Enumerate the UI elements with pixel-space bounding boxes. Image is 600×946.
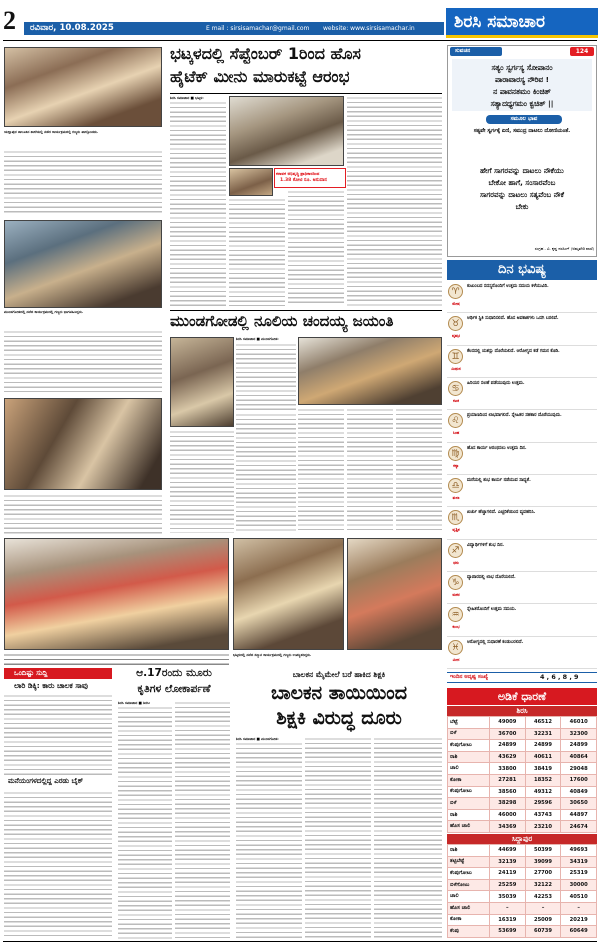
- rates-value: 49693: [561, 845, 597, 857]
- horoscope-item: [447, 638, 597, 669]
- lucky-number-label: ಇಂದಿನ ಅದೃಷ್ಟ ಸಂಖ್ಯೆ: [450, 674, 488, 680]
- zodiac-text: ಪ್ರಯಾಣದಿಂದ ಲಾಭವಾಗಲಿದೆ. ಸ್ನೇಹಿತರ ಸಹಕಾರ ದೊರೆಯುವುದು.: [467, 413, 562, 419]
- rates-row: [448, 821, 597, 833]
- rates-variety: ಚಾಲಿ: [448, 891, 490, 903]
- rates-variety: ತಟ್ಟಿಬೆಟ್ಟೆ: [448, 856, 490, 868]
- lead-highlight-line-1: ಕರಾವಳಿ ಅಭಿವೃದ್ಧಿ ಪ್ರಾಧಿಕಾರದಿಂದ: [276, 171, 320, 176]
- rates-row: [448, 717, 597, 729]
- brief-body-2: [4, 791, 112, 939]
- quote-line-3: ನ ಪಾವನತಮಂ ಕಿಂಚಿತ್: [493, 87, 551, 96]
- zodiac-icon: ♓: [448, 640, 463, 655]
- lead-photo-press-meet: [229, 96, 344, 166]
- felicitation-photo-1: [233, 538, 344, 650]
- rates-variety: ರಾಶಿ: [448, 809, 490, 821]
- aug17-dateline: ಶಿರಸಿ ಸಮಾಚಾರ ■ ಶಿರಸಿ:: [118, 701, 151, 705]
- lead-body-col-1: [170, 101, 226, 306]
- horoscope-item: [447, 314, 597, 345]
- header-rule: [3, 40, 597, 41]
- felicitation-caption: ಭಟ್ಕಳದಲ್ಲಿ ನಡೆದ ಸನ್ಮಾನ ಕಾರ್ಯಕ್ರಮದಲ್ಲಿ ಗಣ್ಯರು ಉಪಸ್ಥಿತರಿದ್ದರು.: [233, 653, 312, 657]
- zodiac-text: ಕುಟುಂಬದ ಸದಸ್ಯರೊಂದಿಗೆ ಉತ್ತಮ ಸಮಯ ಕಳೆಯುವಿರಿ.: [467, 284, 549, 289]
- rates-row: [448, 902, 597, 914]
- rates-row: [448, 879, 597, 891]
- rates-value: –: [490, 902, 526, 914]
- zodiac-name: ಸಿಂಹ: [452, 430, 460, 436]
- rates-variety: ಹೊಸ ಚಾಲಿ: [448, 821, 490, 833]
- zodiac-icon: ♉: [448, 316, 463, 331]
- zodiac-text: ವಿದ್ಯಾರ್ಥಿಗಳಿಗೆ ಶುಭ ದಿನ.: [467, 542, 505, 548]
- quote-big-line-1: ಹೇಗೆ ಸಾಗರವನ್ನು ದಾಟಲು ನೌಕೆಯು: [480, 166, 564, 175]
- rates-variety: ಕೆಂಪುಗೋಟು: [448, 786, 490, 798]
- rates-value: 53699: [490, 926, 526, 938]
- rates-value: 32300: [561, 728, 597, 740]
- aug17-headline-2: ಕೃತಿಗಳ ಲೋಕಾರ್ಪಣೆ: [137, 684, 211, 695]
- quote-line-2: ಪಾರಾವಾರಸ್ಯ ನೌರಿವ !: [494, 75, 550, 84]
- lead-body-col-3: [288, 190, 344, 306]
- article-left-lower-body: [4, 494, 162, 534]
- child-body-col-1: [236, 742, 302, 939]
- rates-value: 36700: [490, 728, 526, 740]
- mundgod-body-col-0: [170, 430, 234, 533]
- article-left-top-body: [4, 150, 162, 214]
- rates-title: ಅಡಿಕೆ ಧಾರಣೆ: [497, 690, 547, 703]
- horoscope-list: [447, 282, 597, 670]
- child-body-col-2: [305, 737, 371, 939]
- rates-value: 32139: [490, 856, 526, 868]
- child-kicker: ಬಾಲಕನ ಮೈಮೇಲೆ ಬರೆ ಹಾಕಿದ ಶಿಕ್ಷಕಿ: [292, 670, 386, 679]
- lead-headline-rule: [170, 93, 442, 94]
- rates-value: 27700: [525, 868, 561, 880]
- rates-value: 29048: [561, 763, 597, 775]
- quote-source: ಸಂಗ್ರಹ - ವಿ. ಕೃಷ್ಣ ನರಸಿಂಗ್ (ಅಮೃತಗಿರಿ ವಾಣಿ): [534, 246, 594, 251]
- rates-value: 25319: [561, 868, 597, 880]
- zodiac-text: ಖರ್ಚು ಹೆಚ್ಚಾಗಲಿದೆ. ಎಚ್ಚರಿಕೆಯಿಂದ ವ್ಯವಹರಿಸಿ.: [467, 510, 536, 516]
- zodiac-name: ತುಲಾ: [452, 495, 460, 500]
- rates-row: [448, 914, 597, 926]
- lead-body-col-2: [229, 198, 285, 306]
- rates-value: 30000: [561, 879, 597, 891]
- rates-table-1: [447, 716, 597, 833]
- rates-row: [448, 728, 597, 740]
- rates-value: 32122: [525, 879, 561, 891]
- header-website: website: www.sirsisamachar.in: [323, 25, 415, 32]
- brief-title-2: ಮನೆಯಂಗಳದಲ್ಲಿದ್ದ ಎರಡು ಬೈಕ್: [8, 778, 84, 785]
- rates-value: 40611: [525, 751, 561, 763]
- rates-value: 34369: [490, 821, 526, 833]
- rates-value: 46512: [525, 717, 561, 729]
- zodiac-icon: ♑: [448, 575, 463, 590]
- rates-value: 25259: [490, 879, 526, 891]
- zodiac-name: ಧನು: [453, 559, 459, 565]
- felicitation-photo-2: [347, 538, 442, 650]
- lead-dateline: ಶಿರಸಿ ಸಮಾಚಾರ ■ ಭಟ್ಕಳ:: [170, 96, 204, 100]
- zodiac-name: ಮೇಷ: [452, 301, 460, 306]
- quote-line-1: ಸತ್ಯಂ ಸ್ವರ್ಗಸ್ಯ ಸೋಪಾನಂ: [491, 63, 553, 72]
- rates-value: 24674: [561, 821, 597, 833]
- quote-big-line-2: ಬೇಕೋ ಹಾಗೆ, ಸಂಸಾರವೆಂಬ: [488, 178, 556, 187]
- quote-line-4: ಸತ್ಯಾದಧ್ಯಗಮಂ ಕ್ವಚಿತ್ ||: [490, 99, 554, 108]
- zodiac-icon: ♒: [448, 607, 463, 622]
- zodiac-icon: ♐: [448, 543, 463, 558]
- rates-value: 60649: [561, 926, 597, 938]
- rates-variety: ಬೆಟ್ಟೆ: [448, 717, 490, 729]
- ribbon-cutting-photo: [4, 398, 162, 490]
- rates-value: 46000: [490, 809, 526, 821]
- aug17-headline-1: ಆ.17ರಂದು ಮೂರು: [136, 668, 212, 679]
- group-photo-3: [4, 538, 229, 650]
- rates-row: [448, 926, 597, 938]
- group-photo-2: [4, 220, 162, 308]
- footer-rule: [3, 941, 597, 942]
- rates-table: [447, 844, 597, 938]
- child-dateline: ಶಿರಸಿ ಸಮಾಚಾರ ■ ಮುಂಡಗೋಡ:: [236, 737, 279, 741]
- zodiac-name: ವೃಶ್ಚಿಕ: [452, 527, 460, 533]
- rates-variety: ರಾಶಿ: [448, 751, 490, 763]
- zodiac-name: ಕುಂಭ: [452, 624, 460, 630]
- zodiac-icon: ♋: [448, 381, 463, 396]
- rates-value: 25009: [525, 914, 561, 926]
- zodiac-text: ವ್ಯಾಪಾರದಲ್ಲಿ ಲಾಭ ದೊರೆಯಲಿದೆ.: [467, 575, 516, 580]
- horoscope-item: [447, 541, 597, 572]
- mundgod-body-col-5: [396, 408, 442, 533]
- rates-variety: ಕೆಂಪುಗೋಟು: [448, 740, 490, 752]
- article-left-mid-body: [4, 330, 162, 392]
- rates-row: [448, 868, 597, 880]
- rates-table: [447, 716, 597, 833]
- lead-body-col-4: [347, 96, 442, 306]
- rates-value: 43629: [490, 751, 526, 763]
- zodiac-name: ಮೀನ: [452, 656, 460, 662]
- rates-value: 42253: [525, 891, 561, 903]
- rates-value: 40510: [561, 891, 597, 903]
- zodiac-icon: ♎: [448, 478, 463, 493]
- header-date: ರವಿವಾರ, 10.08.2025: [30, 23, 114, 33]
- photo-caption-1: ಯಲ್ಲಾಪುರ ತಾಲೂಕಿನ ಶಾಲೆಯಲ್ಲಿ ನಡೆದ ಕಾರ್ಯಕ್ರಮದಲ್ಲಿ ಗಣ್ಯರು ಪಾಲ್ಗೊಂಡರು.: [4, 130, 99, 134]
- mundgod-top-rule: [170, 310, 442, 311]
- brief-body-1: [4, 694, 112, 776]
- rates-variety: ಕೋಕಾ: [448, 774, 490, 786]
- zodiac-text: ಆರೋಗ್ಯದಲ್ಲಿ ಸುಧಾರಣೆ ಕಂಡುಬರಲಿದೆ.: [467, 639, 524, 645]
- lead-headline-line-1: ಭಟ್ಕಳದಲ್ಲಿ ಸೆಪ್ಟೆಂಬರ್ 1ರಿಂದ ಹೊಸ: [170, 45, 361, 63]
- masthead-title: ಶಿರಸಿ ಸಮಾಚಾರ: [454, 12, 546, 32]
- rates-variety: ಕೆಂಪು: [448, 926, 490, 938]
- rates-value: 40849: [561, 786, 597, 798]
- rates-variety: ಬಿಳೆ: [448, 728, 490, 740]
- lead-highlight-line-2: 1.38 ಕೋಟಿ ರೂ. ಅನುದಾನ: [280, 178, 327, 183]
- quote-number-label: 124: [575, 48, 589, 55]
- rates-value: 24899: [490, 740, 526, 752]
- quote-big-line-3: ಸಾಗರವನ್ನು ದಾಟಲು ಸತ್ಯವೆಂಬ ನೌಕೆ: [480, 190, 564, 199]
- rates-value: 38419: [525, 763, 561, 775]
- rates-variety: ಕೆಂಪುಗೋಟು: [448, 868, 490, 880]
- rates-variety: ಚಾಲಿ: [448, 763, 490, 775]
- rates-value: 27281: [490, 774, 526, 786]
- rates-value: 43743: [525, 809, 561, 821]
- horoscope-item: [447, 573, 597, 604]
- rates-value: 32231: [525, 728, 561, 740]
- mundgod-headline: ಮುಂಡಗೋಡಲ್ಲಿ ನೂಲಿಯ ಚಂದಯ್ಯ ಜಯಂತಿ: [170, 313, 394, 330]
- zodiac-text: ಆರ್ಥಿಕ ಸ್ಥಿತಿ ಸುಧಾರಿಸಲಿದೆ. ಹೊಸ ಅವಕಾಶಗಳು ಒದಗಿ ಬರಲಿವೆ.: [467, 316, 559, 322]
- mundgod-photo-1: [170, 337, 234, 427]
- lucky-number-values: 4 , 6 , 8 , 9: [540, 673, 579, 681]
- zodiac-icon: ♊: [448, 349, 463, 364]
- mundgod-body-col-3: [298, 408, 344, 533]
- rates-row: [448, 891, 597, 903]
- horoscope-item: [447, 476, 597, 507]
- lead-headline-line-2: ಹೈಟೆಕ್ ಮೀನು ಮಾರುಕಟ್ಟೆ ಆರಂಭ: [170, 68, 350, 86]
- rates-variety: ರಾಶಿ: [448, 845, 490, 857]
- rates-value: 46010: [561, 717, 597, 729]
- rates-value: 18352: [525, 774, 561, 786]
- rates-row: [448, 763, 597, 775]
- rates-row: [448, 774, 597, 786]
- rates-row: [448, 809, 597, 821]
- quote-meaning: ಸತ್ಯವೇ ಸ್ವರ್ಗಕ್ಕೆ ಏಣಿ, ಸಮುದ್ರ ದಾಟಲು ದೋಣಿಯಂತೆ.: [473, 128, 571, 134]
- horoscope-title: ದಿನ ಭವಿಷ್ಯ: [497, 262, 547, 277]
- mundgod-photo-2: [298, 337, 442, 405]
- zodiac-icon: ♈: [448, 284, 463, 299]
- aug17-body-col-1: [118, 706, 172, 939]
- rates-row: [448, 845, 597, 857]
- zodiac-text: ಮನೆಯಲ್ಲಿ ಶುಭ ಕಾರ್ಯ ನಡೆಯುವ ಸಾಧ್ಯತೆ.: [467, 478, 531, 483]
- rates-variety: ಕೋಕಾ: [448, 914, 490, 926]
- horoscope-item: [447, 508, 597, 539]
- rates-row: [448, 798, 597, 810]
- brief-news-tag-label: ಒಂದಿಷ್ಟು ಸುದ್ದಿ: [14, 669, 48, 677]
- child-headline-1: ಬಾಲಕನ ತಾಯಿಯಿಂದ: [270, 683, 407, 704]
- rates-value: 24899: [561, 740, 597, 752]
- rates-variety: ಹೊಸ ಚಾಲಿ: [448, 902, 490, 914]
- aug17-body-col-2: [175, 701, 230, 939]
- photo-caption-2: ಮುಂಡಗೋಡದಲ್ಲಿ ನಡೆದ ಕಾರ್ಯಕ್ರಮದಲ್ಲಿ ಗಣ್ಯರು ಭಾಗವಹಿಸಿದ್ದರು.: [4, 310, 84, 314]
- rates-market-1: ಶಿರಸಿ: [447, 706, 597, 716]
- lead-photo-portrait: [229, 168, 273, 196]
- rates-row: [448, 856, 597, 868]
- horoscope-item: [447, 347, 597, 378]
- rates-value: –: [525, 902, 561, 914]
- rates-value: 30650: [561, 798, 597, 810]
- zodiac-text: ಸ್ನೇಹಿತರೊಂದಿಗೆ ಉತ್ತಮ ಸಮಯ.: [467, 607, 517, 613]
- zodiac-icon: ♍: [448, 446, 463, 461]
- brief-title-1: ಲಾರಿ ಡಿಕ್ಕಿ: ಕಾರು ಚಾಲಕ ಸಾವು: [14, 682, 88, 690]
- rates-variety: ಬಿಳೆಗೋಟು: [448, 879, 490, 891]
- rates-value: 33800: [490, 763, 526, 775]
- rates-value: 50399: [525, 845, 561, 857]
- zodiac-name: ಮಿಥುನ: [451, 365, 461, 371]
- rates-value: 49009: [490, 717, 526, 729]
- quote-big-line-4: ಬೇಕು: [515, 202, 529, 211]
- rates-row: [448, 751, 597, 763]
- rates-value: 34319: [561, 856, 597, 868]
- rates-value: 44699: [490, 845, 526, 857]
- rates-value: 29596: [525, 798, 561, 810]
- zodiac-icon: ♏: [448, 510, 463, 525]
- zodiac-name: ಮಕರ: [452, 592, 460, 597]
- rates-value: 39099: [525, 856, 561, 868]
- mundgod-body-col-1: [236, 343, 296, 411]
- rates-value: 38560: [490, 786, 526, 798]
- rates-value: 38298: [490, 798, 526, 810]
- zodiac-text: ಹೊಸ ಕಾರ್ಯ ಆರಂಭಿಸಲು ಉತ್ತಮ ದಿನ.: [467, 445, 527, 451]
- zodiac-name: ಕನ್ಯಾ: [453, 462, 459, 468]
- rates-value: 20219: [561, 914, 597, 926]
- rates-value: 35039: [490, 891, 526, 903]
- horoscope-item: [447, 282, 597, 313]
- rates-value: –: [561, 902, 597, 914]
- rates-value: 49312: [525, 786, 561, 798]
- horoscope-item: [447, 605, 597, 636]
- rates-table-2: [447, 844, 597, 938]
- rates-value: 17600: [561, 774, 597, 786]
- page-number: 2: [3, 6, 16, 35]
- zodiac-text: ಕೆಲಸದಲ್ಲಿ ಯಶಸ್ಸು ದೊರೆಯಲಿದೆ. ಆರೋಗ್ಯದ ಕಡೆ ಗಮನ ಕೊಡಿ.: [467, 348, 560, 354]
- group-photo-1: [4, 47, 162, 127]
- mundgod-body-col-2: [236, 413, 296, 533]
- rates-value: 44897: [561, 809, 597, 821]
- quote-meaning-tag-label: ಸಮೂಲ ಭಾವ: [510, 116, 538, 122]
- mundgod-dateline: ಶಿರಸಿ ಸಮಾಚಾರ ■ ಮುಂಡಗೋಡ:: [236, 337, 279, 341]
- rates-value: 24899: [525, 740, 561, 752]
- mundgod-body-col-4: [347, 408, 393, 533]
- zodiac-name: ಕಟಕ: [453, 398, 459, 403]
- zodiac-icon: ♌: [448, 413, 463, 428]
- quote-tag-label: ಸುವಚನ: [455, 48, 471, 54]
- child-headline-2: ಶಿಕ್ಷಕಿ ವಿರುದ್ಧ ದೂರು: [276, 708, 402, 729]
- horoscope-item: [447, 379, 597, 410]
- rates-variety: ಬಿಳೆ: [448, 798, 490, 810]
- header-email: E mail : sirsisamachar@gmail.com: [206, 25, 310, 32]
- child-body-col-3: [374, 737, 442, 939]
- rates-value: 60739: [525, 926, 561, 938]
- rates-row: [448, 740, 597, 752]
- rates-value: 40864: [561, 751, 597, 763]
- horoscope-item: [447, 444, 597, 475]
- group-photo-3-caption: [4, 653, 229, 665]
- zodiac-text: ಹಿರಿಯರ ಸಲಹೆ ಪಡೆಯುವುದು ಉತ್ತಮ.: [467, 381, 525, 386]
- rates-row: [448, 786, 597, 798]
- rates-market-2: ಸಿದ್ದಾಪುರ: [447, 834, 597, 844]
- rates-value: 16319: [490, 914, 526, 926]
- horoscope-item: [447, 411, 597, 442]
- rates-value: 24119: [490, 868, 526, 880]
- rates-value: 23210: [525, 821, 561, 833]
- zodiac-name: ವೃಷಭ: [451, 333, 461, 339]
